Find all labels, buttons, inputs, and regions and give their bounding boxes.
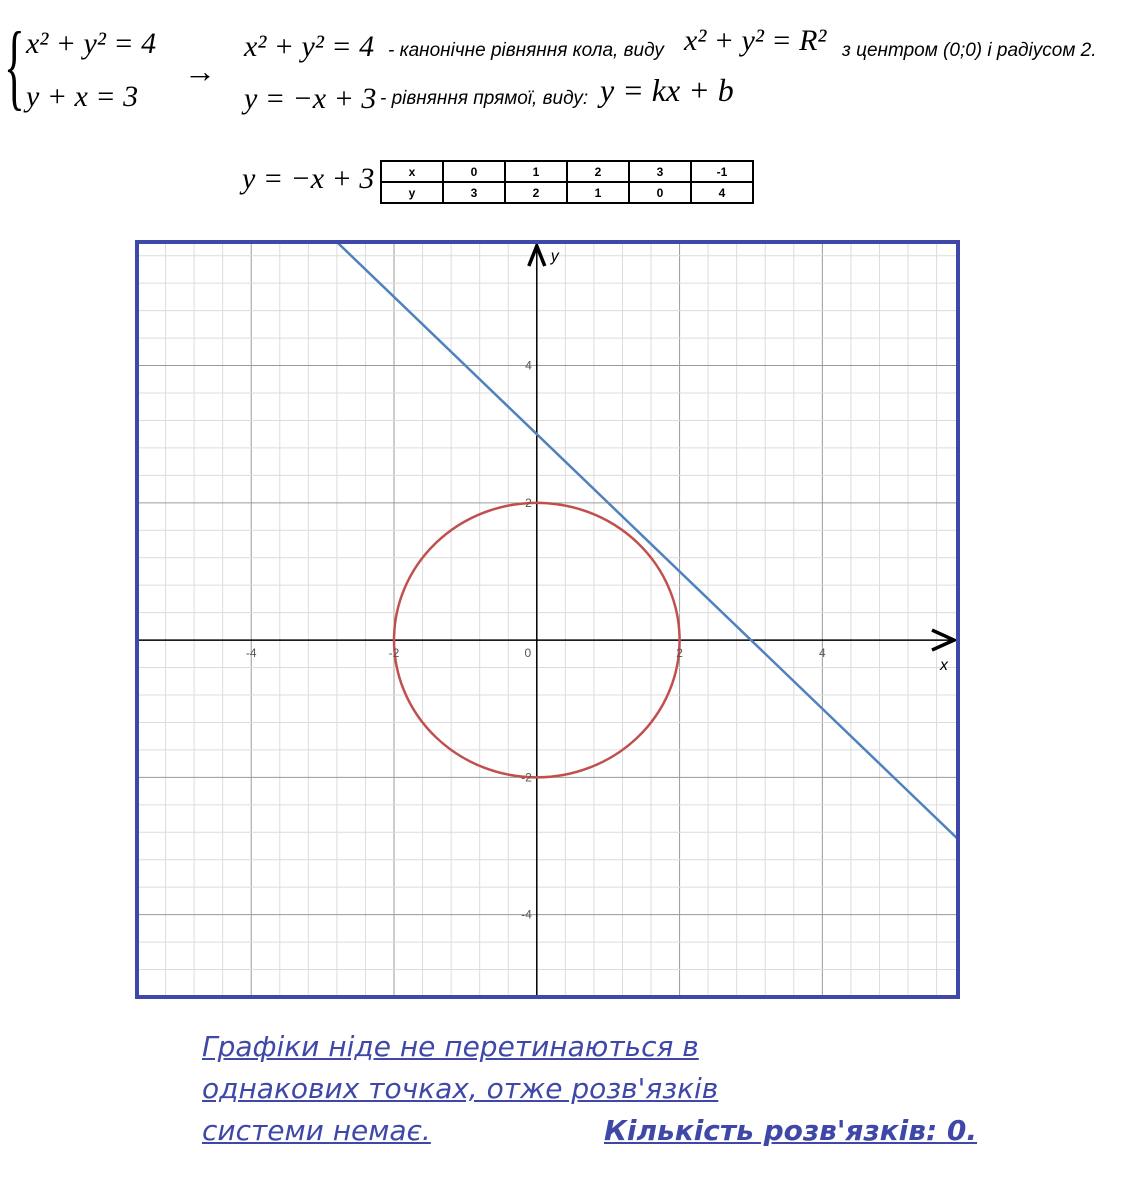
system-eq1: x² + y² = 4	[26, 27, 157, 60]
circle-equation: x² + y² = 4	[244, 30, 375, 63]
circle-general-form: x² + y² = R²	[684, 24, 827, 57]
line-equation: y = −x + 3	[244, 82, 377, 115]
conclusion-line-1: Графіки ніде не перетинаються в	[202, 1030, 699, 1063]
arrow-icon: →	[184, 53, 216, 89]
table-cell: 3	[443, 182, 505, 203]
x-tick-label: 4	[819, 646, 826, 661]
y-axis-label: y	[550, 248, 559, 265]
table-cell: 1	[505, 161, 567, 182]
table-cell: 0	[443, 161, 505, 182]
table-equation: y = −x + 3	[242, 162, 375, 195]
y-tick-label: -4	[521, 907, 532, 922]
circle-note: - канонічне рівняння кола, виду	[388, 40, 664, 61]
conclusion-line-2: однакових точках, отже розв'язків	[202, 1072, 719, 1105]
table-cell: 3	[629, 161, 691, 182]
solution-count: Кількість розв'язків: 0.	[604, 1114, 978, 1147]
x-tick-label: 0	[524, 646, 532, 661]
table-cell: 2	[505, 182, 567, 203]
line-general-form: y = kx + b	[600, 72, 734, 108]
conclusion-line-3: системи немає.	[202, 1114, 431, 1147]
x-tick-label: -2	[388, 646, 400, 661]
table-cell: 1	[567, 182, 629, 203]
y-tick-label: 2	[525, 495, 532, 510]
x-tick-label: 2	[676, 646, 683, 661]
x-tick-label: -4	[245, 646, 257, 661]
graph-frame	[137, 242, 958, 997]
table-cell: 0	[629, 182, 691, 203]
x-axis-label: x	[940, 657, 948, 675]
table-cell: -1	[691, 161, 753, 182]
circle-center-note: з центром (0;0) і радіусом 2.	[842, 40, 1097, 61]
system-eq2: y + x = 3	[26, 80, 139, 113]
y-tick-label: -2	[521, 770, 532, 785]
line-series	[66, 0, 1030, 908]
table-header-y: y	[381, 182, 443, 203]
table-cell: 2	[567, 161, 629, 182]
system-brace: {	[4, 12, 25, 119]
table-header-x: x	[381, 161, 443, 182]
line-note: - рівняння прямої, виду:	[380, 88, 589, 109]
table-cell: 4	[691, 182, 753, 203]
y-tick-label: 4	[525, 358, 532, 373]
